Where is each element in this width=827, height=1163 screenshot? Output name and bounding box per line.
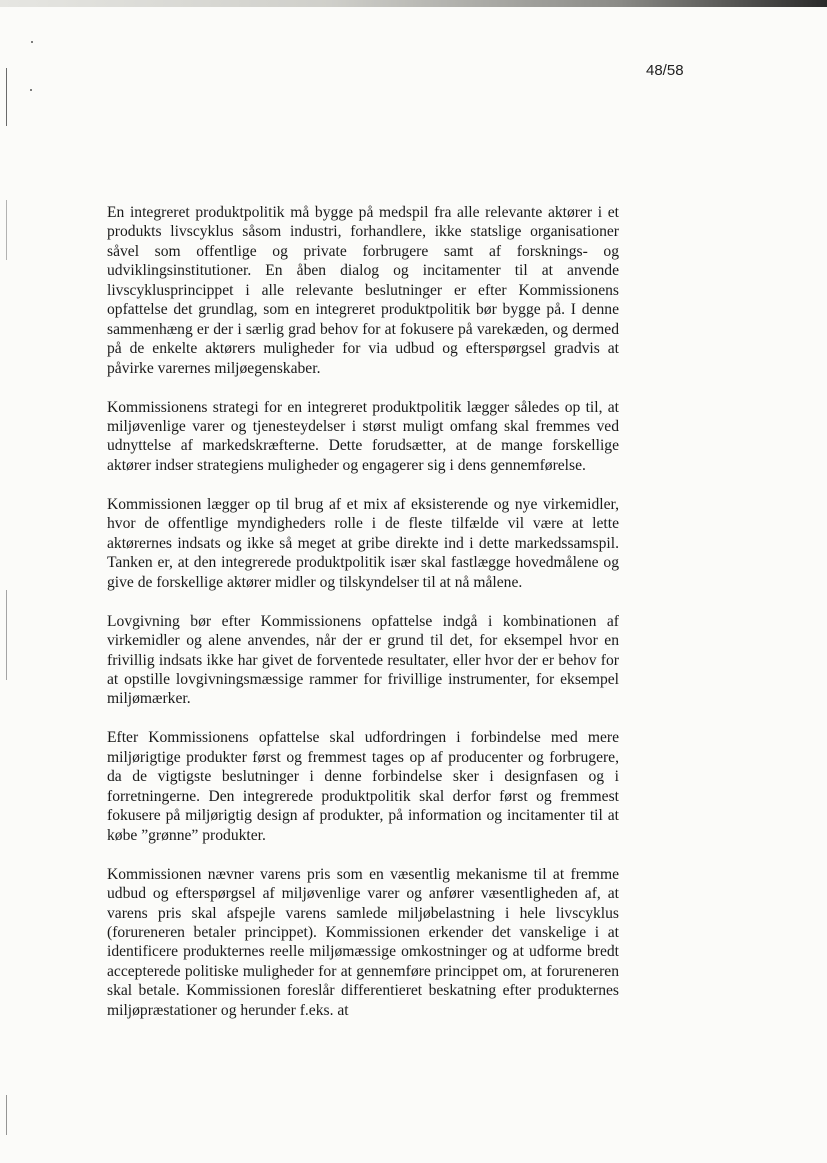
paragraph: Kommissionen nævner varens pris som en væsentlig mekanisme til at fremme udbud og efterspørgsel af miljøvenlige varer og anfører væsentligheden af, at varens pris skal afspejle varens samlede miljøbelastning i hele livscyklus (forureneren betaler princippet). Kommissionen erkender det vanskelige i at identificere produkternes reelle miljømæssige omkostninger og at udforme bredt accepterede politiske muligheder for at gennemføre princippet om, at forureneren skal betale. Kommissionen foreslår differentieret beskatning efter produkternes miljøpræstationer og herunder f.eks. at	[107, 865, 619, 1019]
paragraph: Lovgivning bør efter Kommissionens opfattelse indgå i kombinationen af virkemidler og alene anvendes, når der er grund til det, for eksempel hvor en frivillig indsats ikke har givet de forventede resultater, eller hvor der er behov for at opstille lovgivningsmæssige rammer for frivillige instrumenter, for eksempel miljømærker.	[107, 612, 619, 708]
paragraph: Kommissionen lægger op til brug af et mix af eksisterende og nye virkemidler, hvor de offentlige myndigheders rolle i de fleste tilfælde vil være at lette aktørernes indsats og ikke så meget at gribe direkte ind i dette markedssamspil. Tanken er, at den integrerede produktpolitik især skal fastlægge hovedmålene og give de forskellige aktører midler og tilskyndelser til at nå målene.	[107, 495, 619, 591]
scan-edge-top	[0, 0, 827, 7]
document-body	[107, 203, 619, 1020]
paragraph: Efter Kommissionens opfattelse skal udfordringen i forbindelse med mere miljørigtige produkter først og fremmest tages op af producenter og forbrugere, da de vigtigste beslutninger i denne forbindelse sker i designfasen og i forretningerne. Den integrerede produktpolitik skal derfor først og fremmest fokusere på miljørigtig design af produkter, på information og incitamenter til at købe ”grønne” produkter.	[107, 729, 619, 844]
scan-margin-mark	[6, 1095, 7, 1135]
scan-margin-mark	[6, 68, 7, 126]
scan-speck	[31, 41, 33, 43]
page-number: 48/58	[646, 62, 684, 79]
paragraph: En integreret produktpolitik må bygge på medspil fra alle relevante aktører i et produkts livscyklus såsom industri, forhandlere, ikke statslige organisationer såvel som offentlige og private forbrugere samt af forsknings- og udviklingsinstitutioner. En åben dialog og incitamenter til at anvende livscyklusprincippet i alle relevante beslutninger er efter Kommissionens opfattelse det grundlag, som en integreret produktpolitik bør bygge på. I denne sammenhæng er der i særlig grad behov for at fokusere på varekæden, og dermed på de enkelte aktørers muligheder for via udbud og efterspørgsel gradvis at påvirke varernes miljøegenskaber.	[107, 204, 619, 377]
scan-speck	[30, 89, 32, 91]
scan-margin-mark	[6, 590, 7, 680]
paragraph: Kommissionens strategi for en integreret produktpolitik lægger således op til, at miljøvenlige varer og tjenesteydelser i størst muligt omfang skal fremmes ved udnyttelse af markedskræfterne. Dette forudsætter, at de mange forskellige aktører indser strategiens muligheder og engagerer sig i dens gennemførelse.	[107, 398, 619, 474]
scan-margin-mark	[6, 200, 7, 260]
